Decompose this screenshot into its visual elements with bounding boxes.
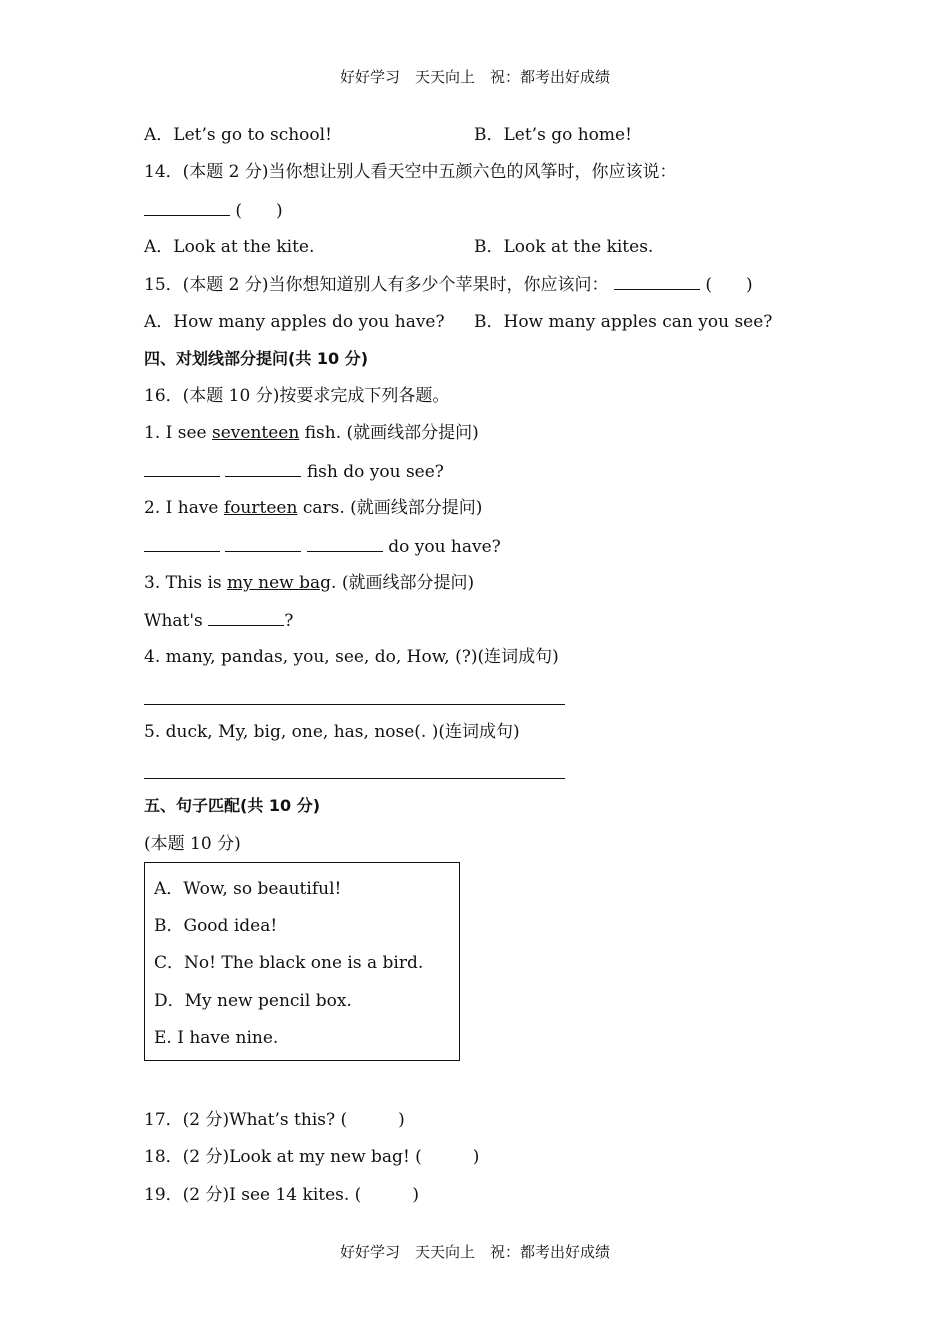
q14-paren: ( ) <box>235 201 283 221</box>
q15-stem <box>144 273 753 296</box>
q14-stem: 14．(本题 2 分)当你想让别人看天空中五颜六色的风筝时，你应该说： <box>144 162 677 182</box>
q16-item4: 4. many, pandas, you, see, do, How, (?)(连词成句) <box>144 647 559 667</box>
page-header: 好好学习 天天向上 祝：都考出好成绩 <box>339 68 610 86</box>
q15-blank[interactable] <box>614 273 700 290</box>
q16-item3 <box>144 572 474 594</box>
q16-stem: 16．(本题 10 分)按要求完成下列各题。 <box>144 386 450 406</box>
q16-item3-post: . (就画线部分提问) <box>331 573 475 593</box>
q13-option-b: B．Let’s go home! <box>474 125 632 145</box>
q16-item1-pre: 1. I see <box>144 423 212 443</box>
q16-item2-blank-3[interactable] <box>307 535 383 552</box>
q16-item2-blank-1[interactable] <box>144 535 220 552</box>
q14-option-a: A．Look at the kite. <box>144 237 315 257</box>
q16-item2-pre: 2. I have <box>144 498 224 518</box>
q16-item2-answer <box>144 535 501 558</box>
q15-stem-text: 15．(本题 2 分)当你想知道别人有多少个苹果时，你应该问： <box>144 275 609 295</box>
q16-item3-answer-pre: What's <box>144 611 209 631</box>
q16-item1-blank-2[interactable] <box>225 460 301 477</box>
q16-item5-answer-line[interactable] <box>144 778 565 779</box>
q16-item2-post: cars. (就画线部分提问) <box>297 498 483 518</box>
q18: 18．(2 分)Look at my new bag! ( ) <box>144 1147 480 1167</box>
q17: 17．(2 分)What’s this? ( ) <box>144 1110 405 1130</box>
q16-item1-blank-1[interactable] <box>144 460 220 477</box>
q14-blank[interactable] <box>144 199 230 216</box>
q15-paren: ( ) <box>705 275 753 295</box>
option-c: C．No! The black one is a bird. <box>154 953 424 973</box>
q14-answer-line <box>144 199 283 222</box>
q16-item3-blank[interactable] <box>208 609 284 626</box>
q16-item3-answer <box>144 609 293 632</box>
q16-item1 <box>144 422 479 444</box>
q16-item4-answer-line[interactable] <box>144 704 565 705</box>
q16-item2-answer-text: do you have? <box>388 537 501 557</box>
q16-item3-answer-post: ? <box>284 611 294 631</box>
q16-item2-blank-2[interactable] <box>225 535 301 552</box>
page-footer: 好好学习 天天向上 祝：都考出好成绩 <box>339 1243 610 1261</box>
section5-note: (本题 10 分) <box>144 834 241 854</box>
option-b: B．Good idea! <box>154 916 278 936</box>
section4-title: 四、对划线部分提问(共 10 分) <box>144 349 369 368</box>
q16-item1-answer-text: fish do you see? <box>306 462 444 482</box>
option-d: D．My new pencil box. <box>154 991 352 1011</box>
section5-title: 五、句子匹配(共 10 分) <box>144 796 321 815</box>
q16-item5: 5. duck, My, big, one, has, nose(. )(连词成句) <box>144 722 520 742</box>
q16-item2-underlined: fourteen <box>223 498 298 518</box>
option-e: E. I have nine. <box>154 1028 279 1048</box>
q16-item1-answer <box>144 460 444 483</box>
q13-option-a: A．Let’s go to school! <box>144 125 332 145</box>
q16-item3-underlined: my new bag <box>227 573 332 593</box>
option-a: A．Wow, so beautiful! <box>154 879 342 899</box>
q16-item1-underlined: seventeen <box>212 423 300 443</box>
q15-option-a: A．How many apples do you have? <box>144 312 445 332</box>
q15-option-b: B．How many apples can you see? <box>474 312 773 332</box>
q16-item1-post: fish. (就画线部分提问) <box>299 423 479 443</box>
q14-option-b: B．Look at the kites. <box>474 237 654 257</box>
q16-item2 <box>144 497 482 519</box>
q16-item3-pre: 3. This is <box>144 573 228 593</box>
q19: 19．(2 分)I see 14 kites. ( ) <box>144 1185 419 1205</box>
